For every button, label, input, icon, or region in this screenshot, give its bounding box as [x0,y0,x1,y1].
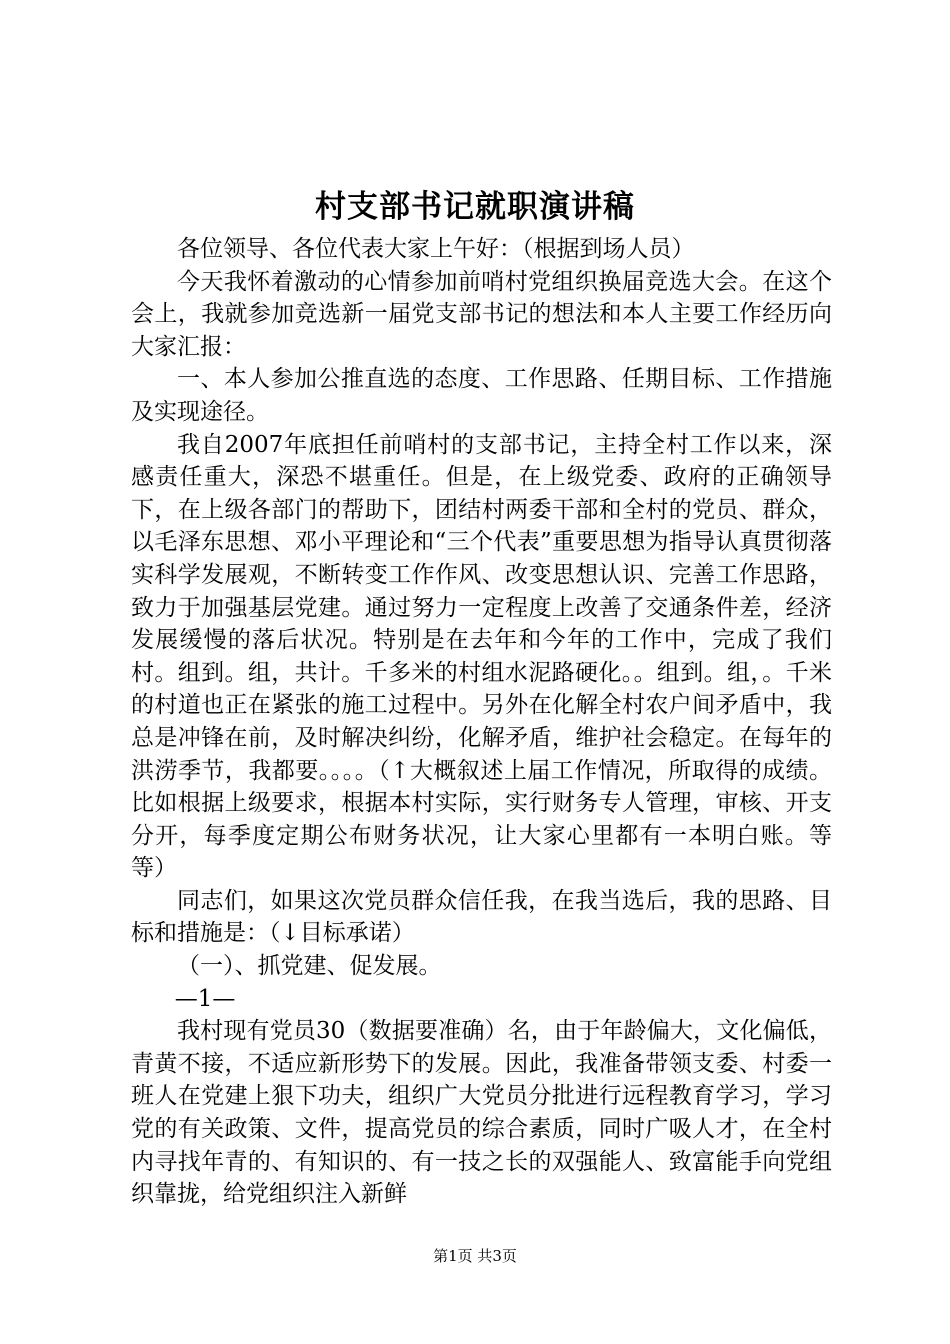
document-title: 村支部书记就职演讲稿 [315,189,635,225]
document-body [131,233,832,1211]
paragraph-work-review: 我自2007年底担任前哨村的支部书记，主持全村工作以来，深感责任重大，深恐不堪重任。但是，在上级党委、政府的正确领导下，在上级各部门的帮助下，团结村两委干部和全村的党员、群众，以毛泽东思想、邓小平理论和“三个代表”重要思想为指导认真贯彻落实科学发展观，不断转变工作作风、改变思想认识、完善工作思路，致力于加强基层党建。通过努力一定程度上改善了交通条件差，经济发展缓慢的落后状况。特别是在去年和今年的工作中，完成了我们村。组到。组，共计。千多米的村组水泥路硬化。。组到。组，。千米的村道也正在紧张的施工过程中。另外在化解全村农户间矛盾中，我总是冲锋在前，及时解决纠纷，化解矛盾，维护社会稳定。在每年的洪涝季节，我都要。。。。（↑大概叙述上届工作情况，所取得的成绩。比如根据上级要求，根据本村实际，实行财务专人管理，审核、开支分开，每季度定期公布财务状况，让大家心里都有一本明白账。等等） [131,431,832,882]
paragraph-greeting: 各位领导、各位代表大家上午好：（根据到场人员） [177,236,695,262]
paragraph-commitment: 同志们，如果这次党员群众信任我，在我当选后，我的思路、目标和措施是：（↓目标承诺） [131,887,832,947]
paragraph-subheading: （一）、抓党建、促发展。 [177,953,442,980]
paragraph-section-heading: 一、本人参加公推直选的态度、工作思路、任期目标、工作措施及实现途径。 [131,366,832,425]
paragraph-party-building: 我村现有党员30（数据要准确）名，由于年龄偏大，文化偏低，青黄不接，不适应新形势下的发展。因此，我准备带领支委、村委一班人在党建上狠下功夫，组织广大党员分批进行远程教育学习，学习党的有关政策、文件，提高党员的综合素质，同时广吸人才，在全村内寻找年青的、有知识的、有一技之长的双强能人、致富能手向党组织靠拢，给党组织注入新鲜 [131,1018,832,1208]
paragraph-intro: 今天我怀着激动的心情参加前哨村党组织换届竞选大会。在这个会上，我就参加竞选新一届党支部书记的想法和本人主要工作经历向大家汇报： [131,268,832,360]
page-marker: —1— [174,985,236,1012]
page-footer: 第1页 共3页 [433,1247,517,1265]
